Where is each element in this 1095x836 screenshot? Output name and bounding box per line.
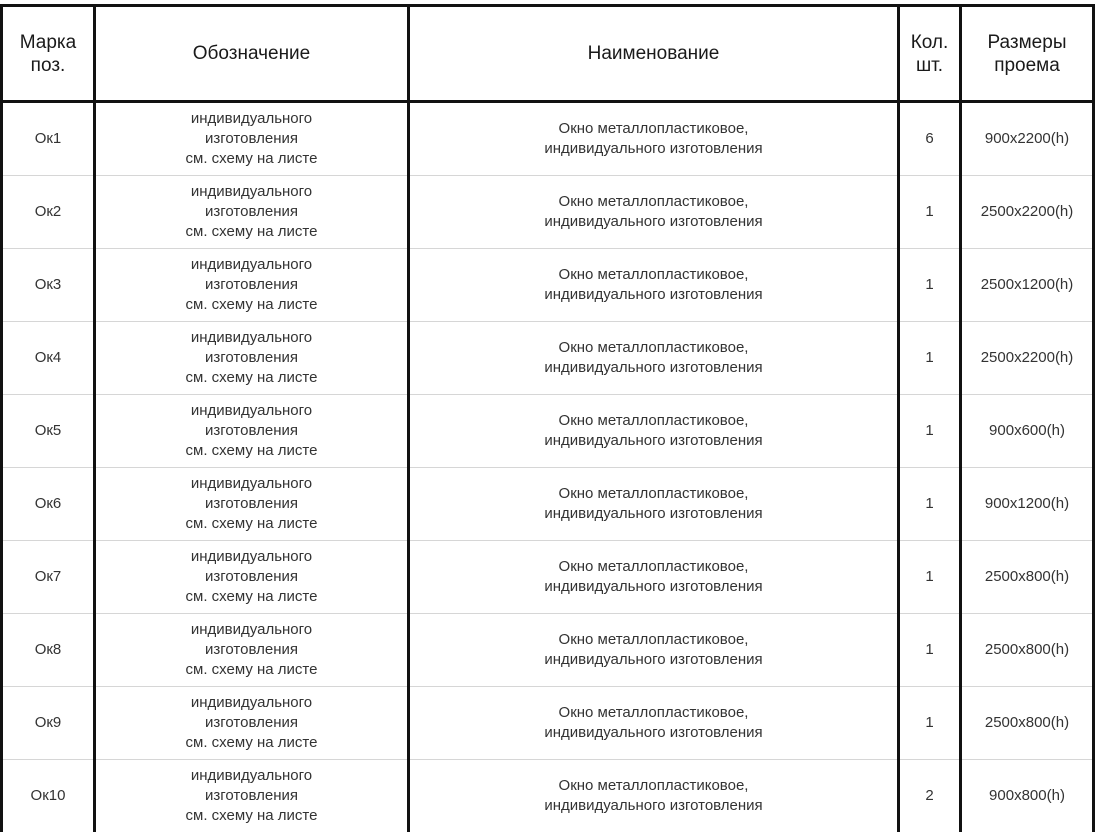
table-row [2,468,1094,541]
cell-qty [899,322,961,395]
name-line: индивидуального изготовления [544,140,763,157]
table-row [2,614,1094,687]
header-mark-line-1: Марка [19,31,77,53]
designation-line: см. схему на листе [185,369,318,386]
cell-size [961,249,1094,322]
size-value: 900x2200(h) [984,130,1070,147]
designation-line: индивидуального [190,767,313,784]
window-specification-table [0,4,1095,832]
designation-line: индивидуального [190,621,313,638]
qty-value: 1 [925,203,934,220]
header-size-line-2: проема [994,54,1060,76]
cell-qty [899,468,961,541]
size-value: 900x1200(h) [984,495,1070,512]
cell-size [961,395,1094,468]
designation-line: см. схему на листе [185,150,318,167]
cell-designation [95,322,409,395]
designation-line: изготовления [205,787,298,804]
designation-line: индивидуального [190,402,313,419]
designation-line: изготовления [205,495,298,512]
table-row [2,541,1094,614]
table-row [2,687,1094,760]
cell-mark [2,102,95,176]
size-value: 2500x2200(h) [980,349,1074,366]
designation-line: индивидуального [190,475,313,492]
cell-name [409,468,899,541]
cell-mark [2,687,95,760]
cell-designation [95,395,409,468]
designation-line: индивидуального [190,548,313,565]
name-line: индивидуального изготовления [544,286,763,303]
header-designation [95,6,409,102]
size-value: 2500x800(h) [984,568,1070,585]
header-size-line-1: Размеры [987,31,1067,53]
cell-size [961,322,1094,395]
mark-value: Ок9 [34,714,62,731]
name-line: Окно металлопластиковое, [558,631,749,648]
header-qty [899,6,961,102]
cell-size [961,687,1094,760]
cell-size [961,102,1094,176]
cell-designation [95,614,409,687]
qty-value: 1 [925,568,934,585]
header-size [961,6,1094,102]
designation-line: изготовления [205,714,298,731]
table-body [2,102,1094,833]
qty-value: 6 [925,130,934,147]
designation-line: индивидуального [190,256,313,273]
designation-line: изготовления [205,203,298,220]
cell-name [409,541,899,614]
table-row [2,176,1094,249]
name-line: Окно металлопластиковое, [558,704,749,721]
size-value: 900x600(h) [989,422,1065,439]
header-mark [2,6,95,102]
designation-line: см. схему на листе [185,588,318,605]
size-value: 2500x2200(h) [980,203,1074,220]
cell-designation [95,687,409,760]
name-line: Окно металлопластиковое, [558,193,749,210]
name-line: индивидуального изготовления [544,213,763,230]
cell-name [409,687,899,760]
mark-value: Ок5 [34,422,62,439]
cell-mark [2,176,95,249]
cell-name [409,322,899,395]
qty-value: 1 [925,495,934,512]
table-row [2,102,1094,176]
cell-mark [2,249,95,322]
qty-value: 1 [925,641,934,658]
name-line: Окно металлопластиковое, [558,777,749,794]
qty-value: 1 [925,349,934,366]
designation-line: см. схему на листе [185,296,318,313]
cell-qty [899,760,961,833]
cell-size [961,614,1094,687]
header-designation-line-1: Обозначение [192,43,311,64]
name-line: Окно металлопластиковое, [558,120,749,137]
mark-value: Ок4 [34,349,62,366]
cell-qty [899,395,961,468]
cell-size [961,468,1094,541]
size-value: 2500x1200(h) [980,276,1074,293]
header-name [409,6,899,102]
qty-value: 1 [925,714,934,731]
cell-designation [95,541,409,614]
qty-value: 1 [925,422,934,439]
size-value: 2500x800(h) [984,714,1070,731]
name-line: Окно металлопластиковое, [558,558,749,575]
cell-size [961,760,1094,833]
cell-qty [899,541,961,614]
cell-name [409,102,899,176]
cell-name [409,176,899,249]
cell-mark [2,760,95,833]
designation-line: индивидуального [190,694,313,711]
designation-line: см. схему на листе [185,661,318,678]
name-line: индивидуального изготовления [544,797,763,814]
cell-qty [899,249,961,322]
designation-line: см. схему на листе [185,734,318,751]
name-line: индивидуального изготовления [544,724,763,741]
designation-line: индивидуального [190,183,313,200]
name-line: индивидуального изготовления [544,578,763,595]
mark-value: Ок2 [34,203,62,220]
designation-line: см. схему на листе [185,442,318,459]
cell-mark [2,322,95,395]
cell-size [961,176,1094,249]
cell-name [409,249,899,322]
designation-line: индивидуального [190,110,313,127]
cell-name [409,760,899,833]
cell-designation [95,468,409,541]
name-line: Окно металлопластиковое, [558,412,749,429]
designation-line: изготовления [205,422,298,439]
cell-mark [2,468,95,541]
mark-value: Ок1 [34,130,62,147]
header-qty-line-1: Кол. [910,31,949,53]
cell-qty [899,687,961,760]
name-line: Окно металлопластиковое, [558,485,749,502]
name-line: индивидуального изготовления [544,359,763,376]
cell-qty [899,614,961,687]
header-name-line-1: Наименование [587,43,720,64]
table-row [2,760,1094,833]
designation-line: изготовления [205,568,298,585]
mark-value: Ок3 [34,276,62,293]
cell-mark [2,395,95,468]
header-qty-line-2: шт. [915,54,944,76]
cell-qty [899,102,961,176]
qty-value: 1 [925,276,934,293]
cell-qty [899,176,961,249]
cell-mark [2,614,95,687]
mark-value: Ок6 [34,495,62,512]
designation-line: изготовления [205,130,298,147]
mark-value: Ок7 [34,568,62,585]
size-value: 900x800(h) [989,787,1065,804]
name-line: Окно металлопластиковое, [558,266,749,283]
designation-line: изготовления [205,276,298,293]
cell-designation [95,760,409,833]
cell-designation [95,102,409,176]
size-value: 2500x800(h) [984,641,1070,658]
cell-designation [95,176,409,249]
designation-line: см. схему на листе [185,807,318,824]
cell-name [409,395,899,468]
cell-name [409,614,899,687]
header-row [2,6,1094,102]
mark-value: Ок8 [34,641,62,658]
name-line: Окно металлопластиковое, [558,339,749,356]
designation-line: изготовления [205,641,298,658]
name-line: индивидуального изготовления [544,505,763,522]
table-row [2,249,1094,322]
name-line: индивидуального изготовления [544,651,763,668]
table-row [2,322,1094,395]
cell-designation [95,249,409,322]
designation-line: см. схему на листе [185,515,318,532]
cell-size [961,541,1094,614]
mark-value: Ок10 [30,787,66,804]
header-mark-line-2: поз. [30,54,66,76]
designation-line: см. схему на листе [185,223,318,240]
designation-line: индивидуального [190,329,313,346]
name-line: индивидуального изготовления [544,432,763,449]
cell-mark [2,541,95,614]
designation-line: изготовления [205,349,298,366]
qty-value: 2 [925,787,934,804]
table-row [2,395,1094,468]
